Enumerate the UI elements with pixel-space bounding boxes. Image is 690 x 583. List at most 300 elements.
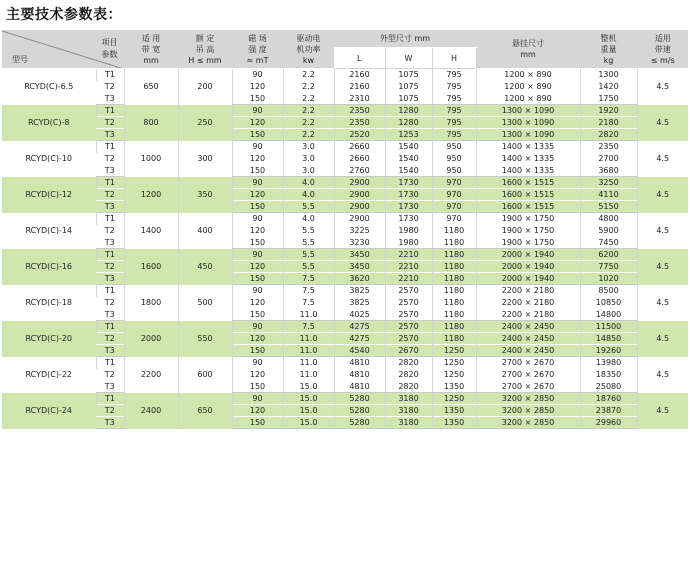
header-speed: 适用 带速 ≤ m/s xyxy=(637,30,688,69)
power-cell: 11.0 xyxy=(283,333,334,345)
magnetic-cell: 90 xyxy=(232,357,283,369)
weight-cell: 1300 xyxy=(580,69,637,81)
hang-size-cell: 2400 × 2450 xyxy=(476,345,580,357)
model-group xyxy=(2,177,688,213)
type-cell: T2 xyxy=(96,117,124,129)
magnetic-cell: 150 xyxy=(232,201,283,213)
dim-l-cell: 2900 xyxy=(334,201,385,213)
type-cell: T1 xyxy=(96,105,124,117)
weight-cell: 18760 xyxy=(580,393,637,405)
power-cell: 5.5 xyxy=(283,249,334,261)
model-cell: RCYD(C)-18 xyxy=(2,285,96,321)
spec-table xyxy=(2,30,688,429)
speed-cell: 4.5 xyxy=(637,177,688,213)
weight-cell: 14850 xyxy=(580,333,637,345)
dim-h-cell: 795 xyxy=(432,81,476,93)
dim-w-cell: 1730 xyxy=(385,177,432,189)
hang-height-cell: 600 xyxy=(178,357,232,393)
dim-l-cell: 2310 xyxy=(334,93,385,105)
belt-width-cell: 1600 xyxy=(124,249,178,285)
header-dims-group: 外型尺寸 mm xyxy=(334,30,476,48)
dim-w-cell: 1980 xyxy=(385,237,432,249)
model-cell: RCYD(C)-22 xyxy=(2,357,96,393)
header-dim-w: W xyxy=(385,48,432,69)
dim-h-cell: 970 xyxy=(432,201,476,213)
type-cell: T2 xyxy=(96,189,124,201)
dim-h-cell: 950 xyxy=(432,165,476,177)
dim-w-cell: 1075 xyxy=(385,81,432,93)
power-cell: 7.5 xyxy=(283,321,334,333)
type-cell: T1 xyxy=(96,141,124,153)
magnetic-cell: 120 xyxy=(232,333,283,345)
power-cell: 11.0 xyxy=(283,357,334,369)
dim-h-cell: 795 xyxy=(432,69,476,81)
magnetic-cell: 120 xyxy=(232,261,283,273)
hang-size-cell: 2400 × 2450 xyxy=(476,333,580,345)
dim-w-cell: 2820 xyxy=(385,369,432,381)
power-cell: 7.5 xyxy=(283,297,334,309)
table-row xyxy=(2,369,688,381)
table-row xyxy=(2,345,688,357)
dim-w-cell: 1253 xyxy=(385,129,432,141)
table-row xyxy=(2,405,688,417)
belt-width-cell: 650 xyxy=(124,69,178,105)
header-hang-height: 额 定 吊 高 H ≤ mm xyxy=(178,30,232,69)
weight-cell: 2180 xyxy=(580,117,637,129)
dim-w-cell: 2570 xyxy=(385,297,432,309)
hang-height-cell: 350 xyxy=(178,177,232,213)
dim-l-cell: 2900 xyxy=(334,213,385,225)
dim-l-cell: 5280 xyxy=(334,417,385,429)
type-cell: T3 xyxy=(96,381,124,393)
table-row xyxy=(2,237,688,249)
dim-l-cell: 2520 xyxy=(334,129,385,141)
power-cell: 15.0 xyxy=(283,417,334,429)
type-cell: T3 xyxy=(96,165,124,177)
hang-size-cell: 1900 × 1750 xyxy=(476,225,580,237)
model-group xyxy=(2,69,688,105)
power-cell: 11.0 xyxy=(283,369,334,381)
corner-item-label: 项目 xyxy=(101,38,118,47)
magnetic-cell: 120 xyxy=(232,369,283,381)
hang-size-cell: 2700 × 2670 xyxy=(476,357,580,369)
magnetic-cell: 120 xyxy=(232,117,283,129)
magnetic-cell: 90 xyxy=(232,321,283,333)
magnetic-cell: 90 xyxy=(232,69,283,81)
weight-cell: 5900 xyxy=(580,225,637,237)
dim-l-cell: 5280 xyxy=(334,393,385,405)
table-row xyxy=(2,105,688,117)
speed-cell: 4.5 xyxy=(637,249,688,285)
table-row xyxy=(2,297,688,309)
weight-cell: 18350 xyxy=(580,369,637,381)
weight-cell: 8500 xyxy=(580,285,637,297)
hang-size-cell: 1600 × 1515 xyxy=(476,201,580,213)
power-cell: 5.5 xyxy=(283,225,334,237)
belt-width-cell: 1200 xyxy=(124,177,178,213)
weight-cell: 13980 xyxy=(580,357,637,369)
model-cell: RCYD(C)-20 xyxy=(2,321,96,357)
hang-size-cell: 3200 × 2850 xyxy=(476,393,580,405)
hang-size-cell: 1200 × 890 xyxy=(476,69,580,81)
dim-h-cell: 970 xyxy=(432,177,476,189)
dim-h-cell: 1250 xyxy=(432,345,476,357)
power-cell: 2.2 xyxy=(283,93,334,105)
table-row xyxy=(2,117,688,129)
power-cell: 15.0 xyxy=(283,405,334,417)
hang-size-cell: 2400 × 2450 xyxy=(476,321,580,333)
dim-h-cell: 1180 xyxy=(432,321,476,333)
dim-h-cell: 795 xyxy=(432,129,476,141)
header-dim-l: L xyxy=(334,48,385,69)
header-weight: 整机 重量 kg xyxy=(580,30,637,69)
power-cell: 7.5 xyxy=(283,273,334,285)
type-cell: T2 xyxy=(96,405,124,417)
dim-l-cell: 2900 xyxy=(334,177,385,189)
type-cell: T1 xyxy=(96,177,124,189)
dim-h-cell: 1250 xyxy=(432,357,476,369)
hang-height-cell: 400 xyxy=(178,213,232,249)
type-cell: T1 xyxy=(96,321,124,333)
table-row xyxy=(2,153,688,165)
type-cell: T1 xyxy=(96,285,124,297)
dim-h-cell: 970 xyxy=(432,189,476,201)
corner-model-label: 型号 xyxy=(12,55,28,64)
dim-l-cell: 2350 xyxy=(334,105,385,117)
magnetic-cell: 150 xyxy=(232,237,283,249)
power-cell: 2.2 xyxy=(283,129,334,141)
model-cell: RCYD(C)-16 xyxy=(2,249,96,285)
belt-width-cell: 1400 xyxy=(124,213,178,249)
weight-cell: 19260 xyxy=(580,345,637,357)
power-cell: 2.2 xyxy=(283,105,334,117)
table-row xyxy=(2,273,688,285)
magnetic-cell: 90 xyxy=(232,213,283,225)
dim-h-cell: 1180 xyxy=(432,309,476,321)
weight-cell: 25080 xyxy=(580,381,637,393)
type-cell: T2 xyxy=(96,297,124,309)
dim-l-cell: 4025 xyxy=(334,309,385,321)
hang-height-cell: 250 xyxy=(178,105,232,141)
weight-cell: 4110 xyxy=(580,189,637,201)
header-corner xyxy=(2,30,124,69)
model-group xyxy=(2,321,688,357)
power-cell: 4.0 xyxy=(283,189,334,201)
dim-l-cell: 3450 xyxy=(334,249,385,261)
power-cell: 15.0 xyxy=(283,381,334,393)
table-row xyxy=(2,93,688,105)
belt-width-cell: 1000 xyxy=(124,141,178,177)
dim-w-cell: 2670 xyxy=(385,345,432,357)
type-cell: T3 xyxy=(96,345,124,357)
dim-w-cell: 2570 xyxy=(385,321,432,333)
speed-cell: 4.5 xyxy=(637,285,688,321)
table-row xyxy=(2,285,688,297)
dim-l-cell: 2660 xyxy=(334,153,385,165)
dim-l-cell: 3825 xyxy=(334,285,385,297)
dim-w-cell: 1980 xyxy=(385,225,432,237)
hang-height-cell: 200 xyxy=(178,69,232,105)
hang-size-cell: 1300 × 1090 xyxy=(476,117,580,129)
hang-size-cell: 1300 × 1090 xyxy=(476,105,580,117)
dim-w-cell: 2210 xyxy=(385,261,432,273)
hang-size-cell: 2200 × 2180 xyxy=(476,297,580,309)
power-cell: 7.5 xyxy=(283,285,334,297)
speed-cell: 4.5 xyxy=(637,393,688,429)
hang-size-cell: 1600 × 1515 xyxy=(476,189,580,201)
weight-cell: 4800 xyxy=(580,213,637,225)
dim-w-cell: 1540 xyxy=(385,153,432,165)
dim-w-cell: 3180 xyxy=(385,405,432,417)
power-cell: 4.0 xyxy=(283,177,334,189)
hang-size-cell: 1200 × 890 xyxy=(476,81,580,93)
dim-w-cell: 1730 xyxy=(385,213,432,225)
belt-width-cell: 1800 xyxy=(124,285,178,321)
dim-l-cell: 4810 xyxy=(334,369,385,381)
model-cell: RCYD(C)-10 xyxy=(2,141,96,177)
dim-h-cell: 1180 xyxy=(432,237,476,249)
weight-cell: 1920 xyxy=(580,105,637,117)
magnetic-cell: 90 xyxy=(232,285,283,297)
type-cell: T3 xyxy=(96,273,124,285)
magnetic-cell: 120 xyxy=(232,153,283,165)
dim-h-cell: 795 xyxy=(432,105,476,117)
model-group xyxy=(2,285,688,321)
belt-width-cell: 2400 xyxy=(124,393,178,429)
type-cell: T3 xyxy=(96,417,124,429)
table-row xyxy=(2,417,688,429)
type-cell: T2 xyxy=(96,225,124,237)
magnetic-cell: 150 xyxy=(232,129,283,141)
dim-l-cell: 2900 xyxy=(334,189,385,201)
dim-l-cell: 3225 xyxy=(334,225,385,237)
dim-w-cell: 2820 xyxy=(385,381,432,393)
magnetic-cell: 90 xyxy=(232,393,283,405)
dim-h-cell: 950 xyxy=(432,153,476,165)
magnetic-cell: 90 xyxy=(232,105,283,117)
power-cell: 2.2 xyxy=(283,69,334,81)
dim-l-cell: 2160 xyxy=(334,81,385,93)
weight-cell: 2820 xyxy=(580,129,637,141)
type-cell: T1 xyxy=(96,213,124,225)
dim-w-cell: 1730 xyxy=(385,189,432,201)
magnetic-cell: 120 xyxy=(232,405,283,417)
power-cell: 5.5 xyxy=(283,237,334,249)
hang-size-cell: 1200 × 890 xyxy=(476,93,580,105)
table-row xyxy=(2,165,688,177)
dim-l-cell: 4275 xyxy=(334,321,385,333)
dim-l-cell: 4275 xyxy=(334,333,385,345)
power-cell: 3.0 xyxy=(283,165,334,177)
model-group xyxy=(2,213,688,249)
weight-cell: 1750 xyxy=(580,93,637,105)
dim-h-cell: 1180 xyxy=(432,225,476,237)
dim-h-cell: 795 xyxy=(432,93,476,105)
dim-h-cell: 1180 xyxy=(432,333,476,345)
speed-cell: 4.5 xyxy=(637,213,688,249)
power-cell: 2.2 xyxy=(283,117,334,129)
dim-w-cell: 1075 xyxy=(385,69,432,81)
table-row xyxy=(2,321,688,333)
table-row xyxy=(2,141,688,153)
dim-h-cell: 1350 xyxy=(432,417,476,429)
belt-width-cell: 800 xyxy=(124,105,178,141)
hang-size-cell: 3200 × 2850 xyxy=(476,405,580,417)
dim-l-cell: 3230 xyxy=(334,237,385,249)
type-cell: T1 xyxy=(96,249,124,261)
weight-cell: 7750 xyxy=(580,261,637,273)
weight-cell: 6200 xyxy=(580,249,637,261)
weight-cell: 7450 xyxy=(580,237,637,249)
header-power: 驱动电 机功率 kw xyxy=(283,30,334,69)
dim-l-cell: 4810 xyxy=(334,381,385,393)
hang-size-cell: 3200 × 2850 xyxy=(476,417,580,429)
hang-size-cell: 1300 × 1090 xyxy=(476,129,580,141)
dim-w-cell: 1730 xyxy=(385,201,432,213)
table-row xyxy=(2,249,688,261)
dim-l-cell: 2760 xyxy=(334,165,385,177)
magnetic-cell: 120 xyxy=(232,297,283,309)
table-row xyxy=(2,357,688,369)
dim-h-cell: 795 xyxy=(432,117,476,129)
power-cell: 5.5 xyxy=(283,201,334,213)
type-cell: T2 xyxy=(96,81,124,93)
header-dim-h: H xyxy=(432,48,476,69)
model-cell: RCYD(C)-24 xyxy=(2,393,96,429)
magnetic-cell: 90 xyxy=(232,249,283,261)
dim-l-cell: 2660 xyxy=(334,141,385,153)
type-cell: T3 xyxy=(96,129,124,141)
dim-w-cell: 1540 xyxy=(385,165,432,177)
table-row xyxy=(2,69,688,81)
dim-h-cell: 1180 xyxy=(432,285,476,297)
power-cell: 11.0 xyxy=(283,309,334,321)
hang-size-cell: 2000 × 1940 xyxy=(476,273,580,285)
belt-width-cell: 2200 xyxy=(124,357,178,393)
hang-height-cell: 450 xyxy=(178,249,232,285)
table-row xyxy=(2,309,688,321)
power-cell: 15.0 xyxy=(283,393,334,405)
model-group xyxy=(2,393,688,429)
dim-l-cell: 4810 xyxy=(334,357,385,369)
header-belt-width: 适 用 带 宽 mm xyxy=(124,30,178,69)
dim-h-cell: 1180 xyxy=(432,261,476,273)
hang-size-cell: 2000 × 1940 xyxy=(476,261,580,273)
table-row xyxy=(2,129,688,141)
weight-cell: 10850 xyxy=(580,297,637,309)
dim-w-cell: 2570 xyxy=(385,309,432,321)
hang-size-cell: 2700 × 2670 xyxy=(476,381,580,393)
weight-cell: 1420 xyxy=(580,81,637,93)
dim-h-cell: 1350 xyxy=(432,405,476,417)
hang-height-cell: 650 xyxy=(178,393,232,429)
type-cell: T1 xyxy=(96,357,124,369)
magnetic-cell: 150 xyxy=(232,273,283,285)
type-cell: T3 xyxy=(96,201,124,213)
dim-w-cell: 1280 xyxy=(385,117,432,129)
weight-cell: 3250 xyxy=(580,177,637,189)
dim-h-cell: 970 xyxy=(432,213,476,225)
table-row xyxy=(2,333,688,345)
model-group xyxy=(2,249,688,285)
magnetic-cell: 90 xyxy=(232,141,283,153)
type-cell: T2 xyxy=(96,369,124,381)
power-cell: 5.5 xyxy=(283,261,334,273)
weight-cell: 1020 xyxy=(580,273,637,285)
magnetic-cell: 150 xyxy=(232,417,283,429)
corner-param-label: 参数 xyxy=(101,50,118,59)
header-magnetic: 磁 场 强 度 ≈ mT xyxy=(232,30,283,69)
belt-width-cell: 2000 xyxy=(124,321,178,357)
model-group xyxy=(2,357,688,393)
table-row xyxy=(2,177,688,189)
speed-cell: 4.5 xyxy=(637,105,688,141)
dim-w-cell: 2570 xyxy=(385,285,432,297)
hang-size-cell: 1900 × 1750 xyxy=(476,237,580,249)
table-row xyxy=(2,393,688,405)
hang-size-cell: 2200 × 2180 xyxy=(476,285,580,297)
dim-h-cell: 1180 xyxy=(432,297,476,309)
dim-l-cell: 3450 xyxy=(334,261,385,273)
dim-w-cell: 1280 xyxy=(385,105,432,117)
model-group xyxy=(2,141,688,177)
dim-w-cell: 1540 xyxy=(385,141,432,153)
power-cell: 3.0 xyxy=(283,141,334,153)
power-cell: 2.2 xyxy=(283,81,334,93)
hang-size-cell: 1400 × 1335 xyxy=(476,165,580,177)
speed-cell: 4.5 xyxy=(637,141,688,177)
magnetic-cell: 120 xyxy=(232,189,283,201)
model-cell: RCYD(C)-12 xyxy=(2,177,96,213)
hang-size-cell: 1600 × 1515 xyxy=(476,177,580,189)
type-cell: T1 xyxy=(96,393,124,405)
dim-w-cell: 2820 xyxy=(385,357,432,369)
dim-h-cell: 950 xyxy=(432,141,476,153)
dim-h-cell: 1250 xyxy=(432,369,476,381)
hang-height-cell: 550 xyxy=(178,321,232,357)
model-group xyxy=(2,105,688,141)
weight-cell: 11500 xyxy=(580,321,637,333)
dim-l-cell: 3620 xyxy=(334,273,385,285)
weight-cell: 23870 xyxy=(580,405,637,417)
dim-l-cell: 4540 xyxy=(334,345,385,357)
table-row xyxy=(2,201,688,213)
power-cell: 11.0 xyxy=(283,345,334,357)
dim-h-cell: 1350 xyxy=(432,381,476,393)
type-cell: T3 xyxy=(96,237,124,249)
speed-cell: 4.5 xyxy=(637,69,688,105)
type-cell: T3 xyxy=(96,93,124,105)
magnetic-cell: 90 xyxy=(232,177,283,189)
type-cell: T2 xyxy=(96,261,124,273)
dim-w-cell: 2570 xyxy=(385,333,432,345)
model-cell: RCYD(C)-8 xyxy=(2,105,96,141)
dim-h-cell: 1180 xyxy=(432,273,476,285)
model-cell: RCYD(C)-6.5 xyxy=(2,69,96,105)
dim-h-cell: 1250 xyxy=(432,393,476,405)
dim-w-cell: 2210 xyxy=(385,249,432,261)
dim-h-cell: 1180 xyxy=(432,249,476,261)
speed-cell: 4.5 xyxy=(637,321,688,357)
dim-l-cell: 3825 xyxy=(334,297,385,309)
dim-w-cell: 1075 xyxy=(385,93,432,105)
dim-w-cell: 3180 xyxy=(385,393,432,405)
weight-cell: 3680 xyxy=(580,165,637,177)
hang-size-cell: 2000 × 1940 xyxy=(476,249,580,261)
table-row xyxy=(2,261,688,273)
magnetic-cell: 150 xyxy=(232,345,283,357)
magnetic-cell: 150 xyxy=(232,93,283,105)
